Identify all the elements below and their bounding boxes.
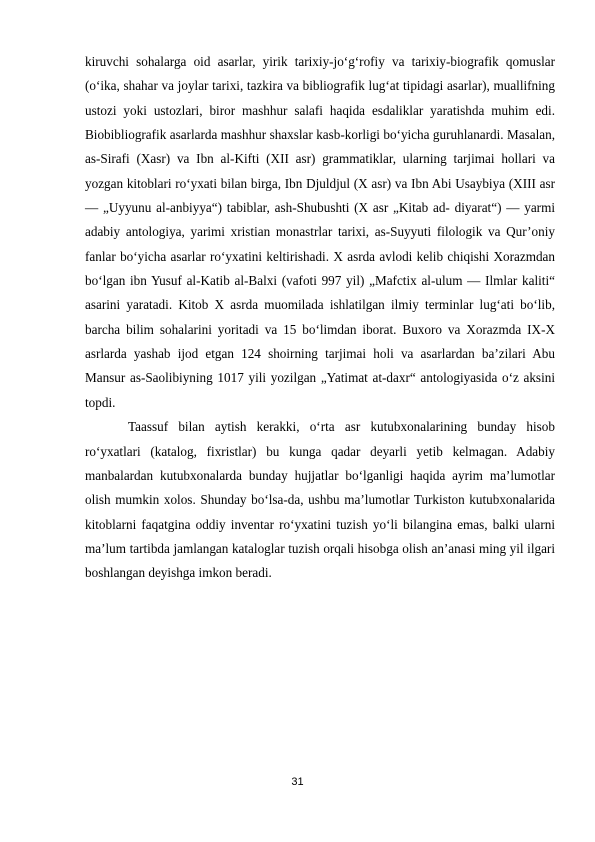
page-number: 31 [291,776,304,788]
document-body [85,50,555,586]
paragraph-1: kiruvchi sohalarga oid asarlar, yirik tarixiy-jo‘g‘rofiy va tarixiy-biografik qomuslar (o‘ika, shahar va joylar tarixi, tazkira va bibliografik lug‘at tipidagi asarlar), muallifning ustozi yoki ustozlari, biror mashhur salafi haqida esdaliklar yaratishda muhim edi. Biobibliografik asarlarda mashhur shaxslar kasb-korligi bo‘yicha guruhlanardi. Masalan, as-Sirafi (Xasr) va Ibn al-Kifti (XII asr) grammatiklar, ularning tarjimai hollari va yozgan kitoblari ro‘yxati bilan birga, Ibn Djuldjul (X asr) va Ibn Abi Usaybiya (XIII asr — „Uyyunu al-anbiyya“) tabiblar, ash-Shubushti (X asr „Kitab ad- diyarat“) — yarmi adabiy antologiya, yarimi xristian monastrlar tarixi, as-Suyyuti filologik va Qur’oniy fanlar bo‘yicha asarlar ro‘yxatini keltirishadi. X asrda avlodi kelib chiqishi Xorazmdan bo‘lgan ibn Yusuf al-Katib al-Balxi (vafoti 997 yil) „Mafctix al-ulum — Ilmlar kaliti“ asarini yaratadi. Kitob X asrda muomilada ishlatilgan ilmiy terminlar lug‘ati bo‘lib, barcha bilim sohalarini yoritadi va 15 bo‘limdan iborat. Buxoro va Xorazmda IX-X asrlarda yashab ijod etgan 124 shoirning tarjimai holi va asarlardan ba’zilari Abu Mansur as-Saolibiyning 1017 yili yozilgan „Yatimat at-daxr“ antologiyasida o‘z aksini topdi. [85,54,555,410]
paragraph-2: Taassuf bilan aytish kerakki, o‘rta asr kutubxonalarining bunday hisob ro‘yxatlari (katalog, fixristlar) bu kunga qadar deyarli yetib kelmagan. Adabiy manbalardan kutubxonalarda bunday hujjatlar bo‘lganligi haqida ayrim ma’lumotlar olish mumkin xolos. Shunday bo‘lsa-da, ushbu ma’lumotlar Turkiston kutubxonalarida kitoblarni faqatgina oddiy inventar ro‘yxatini tuzish yo‘li bilangina emas, balki ularni ma’lum tartibda jamlangan kataloglar tuzish orqali hisobga olish an’anasi ming yil ilgari boshlangan deyishga imkon beradi. [85,419,555,581]
